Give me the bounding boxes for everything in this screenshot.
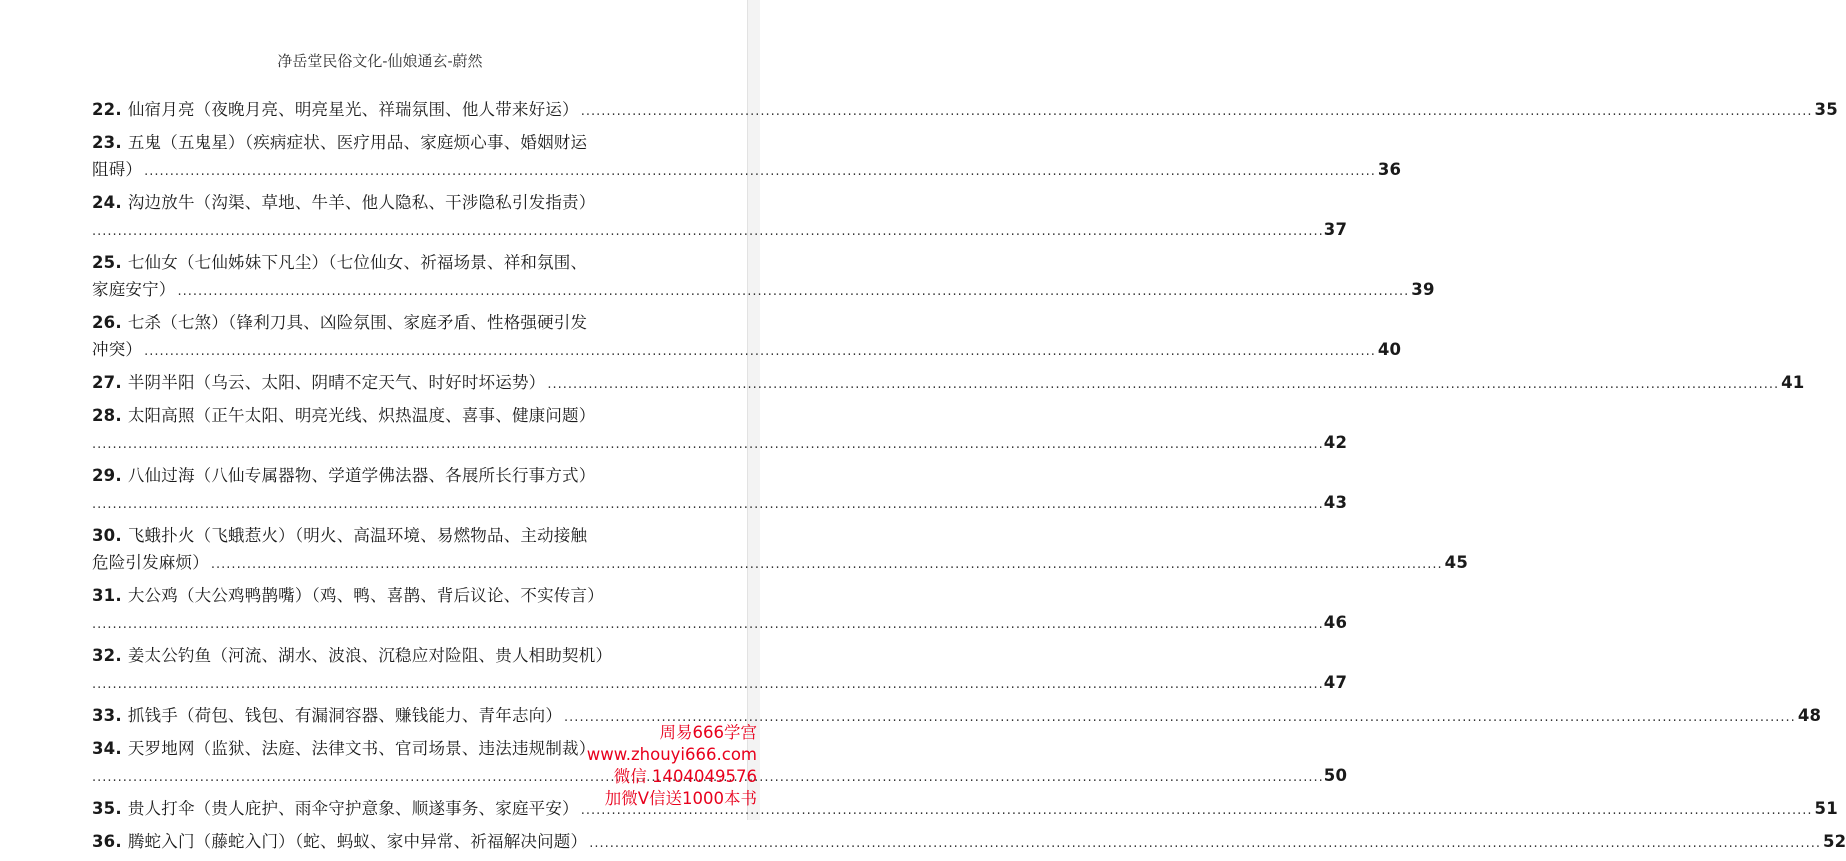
toc-page-number: 36: [1377, 160, 1402, 179]
watermark-url[interactable]: www.zhouyi666.com: [586, 745, 757, 764]
toc-entry-title: 七杀（七煞）（锋利刀具、凶险氛围、家庭矛盾、性格强硬引发: [127, 313, 588, 332]
toc-entry-number: 32.: [92, 646, 122, 665]
toc-entry-line: [92, 216, 1348, 243]
toc-entry-line: [92, 129, 658, 156]
dot-leader: [144, 338, 1376, 365]
toc-entry-line: [92, 549, 1469, 576]
toc-entry-title: 姜太公钓鱼（河流、湖水、波浪、沉稳应对险阻、贵人相助契机）: [127, 646, 613, 665]
dot-leader: [178, 278, 1410, 305]
toc-entry[interactable]: [92, 582, 1348, 636]
toc-entry-line: [92, 189, 658, 216]
dot-leader: [581, 98, 1813, 125]
toc-entry-line: [92, 402, 658, 429]
toc-page-number: 43: [1323, 493, 1348, 512]
toc-entry-number: 25.: [92, 253, 122, 272]
toc-entry[interactable]: [92, 642, 1348, 696]
toc-entry-number: 34.: [92, 739, 122, 758]
toc-entry-title-continued: 危险引发麻烦）: [92, 553, 209, 572]
watermark-line: 加微V信送1000本书: [604, 789, 757, 808]
toc-entry-number: 30.: [92, 526, 122, 545]
toc-entry-title: 八仙过海（八仙专属器物、学道学佛法器、各展所长行事方式）: [127, 466, 596, 485]
toc-entry-title-continued: 冲突）: [92, 340, 143, 359]
toc-entry-number: 29.: [92, 466, 122, 485]
toc-entry-line: [92, 522, 658, 549]
toc-entry-number: 26.: [92, 313, 122, 332]
toc-page-number: 41: [1781, 373, 1805, 392]
toc-entry-title: 飞蛾扑火（飞蛾惹火）（明火、高温环境、易燃物品、主动接触: [127, 526, 588, 545]
toc-entry-title: 贵人打伞（贵人庇护、雨伞守护意象、顺遂事务、家庭平安）: [127, 799, 579, 818]
toc-entry-number: 28.: [92, 406, 122, 425]
toc-entry[interactable]: [92, 189, 1348, 243]
toc-entry-line: [92, 336, 1402, 363]
toc-entry-line: [92, 249, 658, 276]
toc-page-number: 46: [1323, 613, 1348, 632]
toc-entry-number: 31.: [92, 586, 122, 605]
toc-page-number: 40: [1377, 340, 1402, 359]
toc-entry-title-continued: 家庭安宁）: [92, 280, 176, 299]
toc-entry-title: 抓钱手（荷包、钱包、有漏洞容器、赚钱能力、青年志向）: [127, 706, 563, 725]
dot-leader: [547, 371, 1779, 398]
toc-entry-title: 七仙女（七仙姊妹下凡尘）（七位仙女、祈福场景、祥和氛围、: [127, 253, 588, 272]
toc-entry-title: 太阳高照（正午太阳、明亮光线、炽热温度、喜事、健康问题）: [127, 406, 596, 425]
toc-entry[interactable]: [92, 522, 1469, 576]
toc-entry[interactable]: [92, 96, 1838, 123]
toc-entry-number: 24.: [92, 193, 122, 212]
toc-entry-number: 33.: [92, 706, 122, 725]
dot-leader: [92, 431, 1324, 458]
toc-entry-line: [92, 828, 1846, 855]
toc-entry-title: 天罗地网（监狱、法庭、法律文书、官司场景、违法违规制裁）: [127, 739, 596, 758]
dot-leader: [92, 491, 1324, 518]
toc-entry-number: 23.: [92, 133, 122, 152]
page-header: 净岳堂民俗文化-仙娘通玄-蔚然: [277, 52, 483, 70]
toc-entry-line: [92, 642, 658, 669]
watermark-line: 周易666学宫: [659, 723, 757, 742]
toc-entry[interactable]: [92, 369, 1805, 396]
toc-entry-line: [92, 669, 1348, 696]
toc-entry-number: 27.: [92, 373, 122, 392]
toc-entry-title: 大公鸡（大公鸡鸭鹊嘴）（鸡、鸭、喜鹊、背后议论、不实传言）: [127, 586, 604, 605]
toc-entry-line: [92, 462, 658, 489]
toc-entry[interactable]: [92, 249, 1435, 303]
toc-entry-number: 36.: [92, 832, 122, 851]
toc-entry[interactable]: [92, 309, 1402, 363]
watermark: [552, 722, 757, 810]
toc-entry-title: 沟边放牛（沟渠、草地、牛羊、他人隐私、干涉隐私引发指责）: [127, 193, 596, 212]
toc-entry-number: 35.: [92, 799, 122, 818]
toc-page-number: 45: [1444, 553, 1469, 572]
toc-entry[interactable]: [92, 828, 1846, 855]
toc-entry-title: 半阴半阳（乌云、太阳、阴晴不定天气、时好时坏运势）: [127, 373, 546, 392]
toc-entry-title: 腾蛇入门（藤蛇入门）（蛇、蚂蚁、家中异常、祈福解决问题）: [127, 832, 588, 851]
toc-entry-line: [92, 309, 658, 336]
toc-entry-line: [92, 276, 1435, 303]
toc-entry-line: [92, 489, 1348, 516]
toc-entry-line: [92, 369, 1805, 396]
toc-page-number: 48: [1797, 706, 1822, 725]
toc-entry-title-continued: 阻碍）: [92, 160, 143, 179]
toc-entry-title: 五鬼（五鬼星）（疾病症状、医疗用品、家庭烦心事、婚姻财运: [127, 133, 588, 152]
dot-leader: [211, 551, 1443, 578]
dot-leader: [92, 218, 1324, 245]
toc-entry-line: [92, 429, 1348, 456]
toc-page-number: 39: [1411, 280, 1435, 299]
watermark-line: 微信 1404049576: [613, 767, 757, 786]
toc-entry-line: [92, 156, 1402, 183]
toc-entry-title: 仙宿月亮（夜晚月亮、明亮星光、祥瑞氛围、他人带来好运）: [127, 100, 579, 119]
toc-entry-line: [92, 582, 658, 609]
toc-entry-line: [92, 96, 1838, 123]
dot-leader: [92, 611, 1324, 638]
toc-entry[interactable]: [92, 462, 1348, 516]
toc-page-number: 37: [1323, 220, 1348, 239]
toc-page-number: 47: [1323, 673, 1348, 692]
dot-leader: [589, 830, 1821, 857]
dot-leader: [581, 797, 1813, 824]
toc-entry-number: 22.: [92, 100, 122, 119]
toc-entry-line: [92, 609, 1348, 636]
toc-page-number: 52: [1822, 832, 1846, 851]
toc-page-number: 51: [1814, 799, 1838, 818]
toc-entry[interactable]: [92, 402, 1348, 456]
toc-page-number: 35: [1814, 100, 1838, 119]
toc-page-number: 42: [1323, 433, 1348, 452]
dot-leader: [144, 158, 1376, 185]
toc-page-number: 50: [1323, 766, 1348, 785]
dot-leader: [92, 671, 1324, 698]
toc-entry[interactable]: [92, 129, 1402, 183]
